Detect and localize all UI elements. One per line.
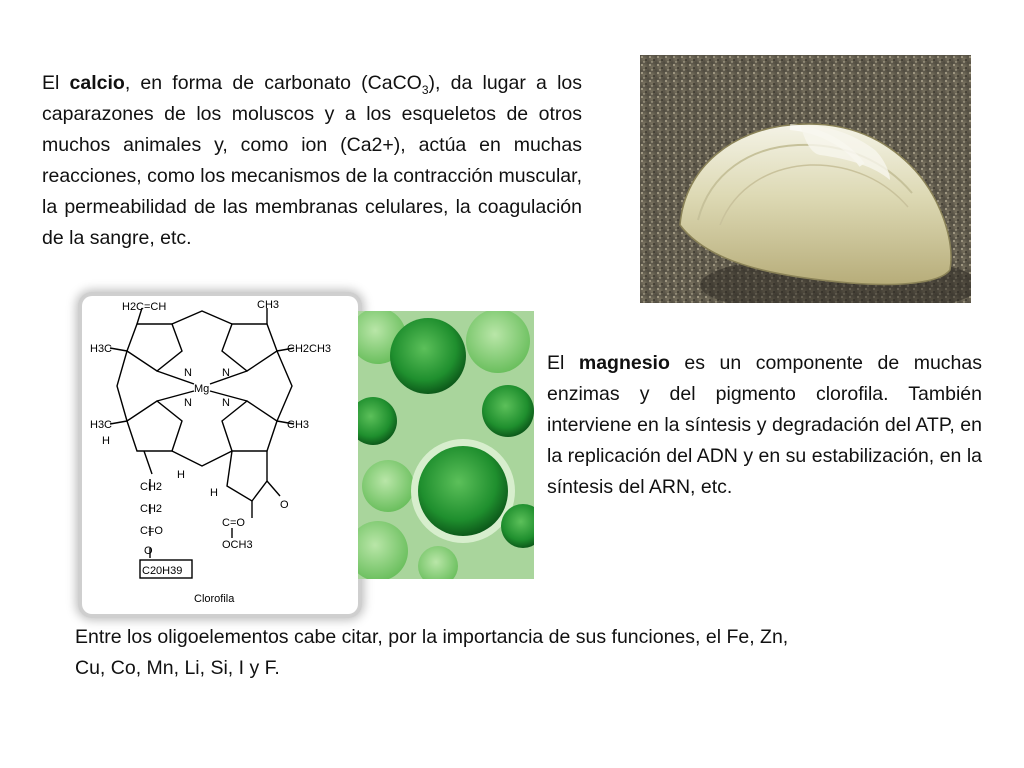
- label-h-mid: H: [177, 469, 185, 481]
- magnesio-bold: magnesio: [578, 352, 670, 374]
- label-c-o-left: C=O: [140, 525, 163, 537]
- label-h-lower-left: H: [102, 435, 110, 447]
- label-ch2-2: CH2: [140, 503, 163, 515]
- magnesio-intro: El: [547, 352, 579, 374]
- oligo-line-2: Cu, Co, Mn, Li, Si, I y F.: [75, 657, 280, 679]
- label-ch3-top-right: CH3: [257, 299, 280, 311]
- label-ch2-1: CH2: [140, 481, 163, 493]
- label-n1: N: [184, 367, 192, 379]
- label-c20h39: C20H39: [142, 565, 183, 577]
- calcio-text-b: ), da lugar a los caparazones de los moluscos y a los esqueletos de otros muchos animales y, como ion (Ca2+), actúa en muchas reacciones, como los mecanismos de la contracción muscular, la permeabilidad de las membranas celulares, la coagulación de la sangre, etc.: [42, 72, 583, 249]
- algae-image: [358, 311, 534, 579]
- label-h3c-left: H3C: [90, 343, 113, 355]
- calcio-text-a: , en forma de carbonato (CaCO: [124, 72, 422, 94]
- label-mg: Mg: [194, 383, 210, 395]
- label-n4: N: [222, 397, 230, 409]
- magnesio-paragraph: [547, 348, 982, 503]
- label-ch3-lower-right: CH3: [287, 419, 310, 431]
- label-h3c-lower-left: H3C: [90, 419, 113, 431]
- calcio-intro: El: [42, 72, 70, 94]
- algae-photo: [358, 311, 534, 579]
- calcio-bold: calcio: [69, 72, 125, 94]
- label-o-left: O: [144, 545, 153, 557]
- label-ethyl: CH2CH3: [287, 343, 332, 355]
- label-o-ketone: O: [280, 499, 289, 511]
- label-h-ring: H: [210, 487, 218, 499]
- oligo-line-1: Entre los oligoelementos cabe citar, por la importancia de sus funciones, el Fe, Zn,: [75, 626, 789, 648]
- calcio-subscript: 3: [421, 82, 429, 97]
- label-och3: OCH3: [222, 539, 253, 551]
- chlorophyll-diagram: [82, 296, 358, 614]
- label-vinyl: H2C=CH: [122, 301, 167, 313]
- diagram-caption: Clorofila: [194, 593, 235, 605]
- label-n2: N: [222, 367, 230, 379]
- oligoelementos-paragraph: [75, 622, 945, 684]
- label-n3: N: [184, 397, 192, 409]
- chlorophyll-structure: [82, 296, 358, 614]
- label-c-o-right: C=O: [222, 517, 245, 529]
- shell-image: [640, 55, 971, 303]
- calcio-paragraph: [42, 68, 582, 254]
- shell-photo: [640, 55, 971, 303]
- magnesio-text: es un componente de muchas enzimas y del pigmento clorofila. También interviene en la síntesis y degradación del ATP, en la replicación del ADN y en su estabilización, en la síntesis del ARN, etc.: [547, 352, 983, 498]
